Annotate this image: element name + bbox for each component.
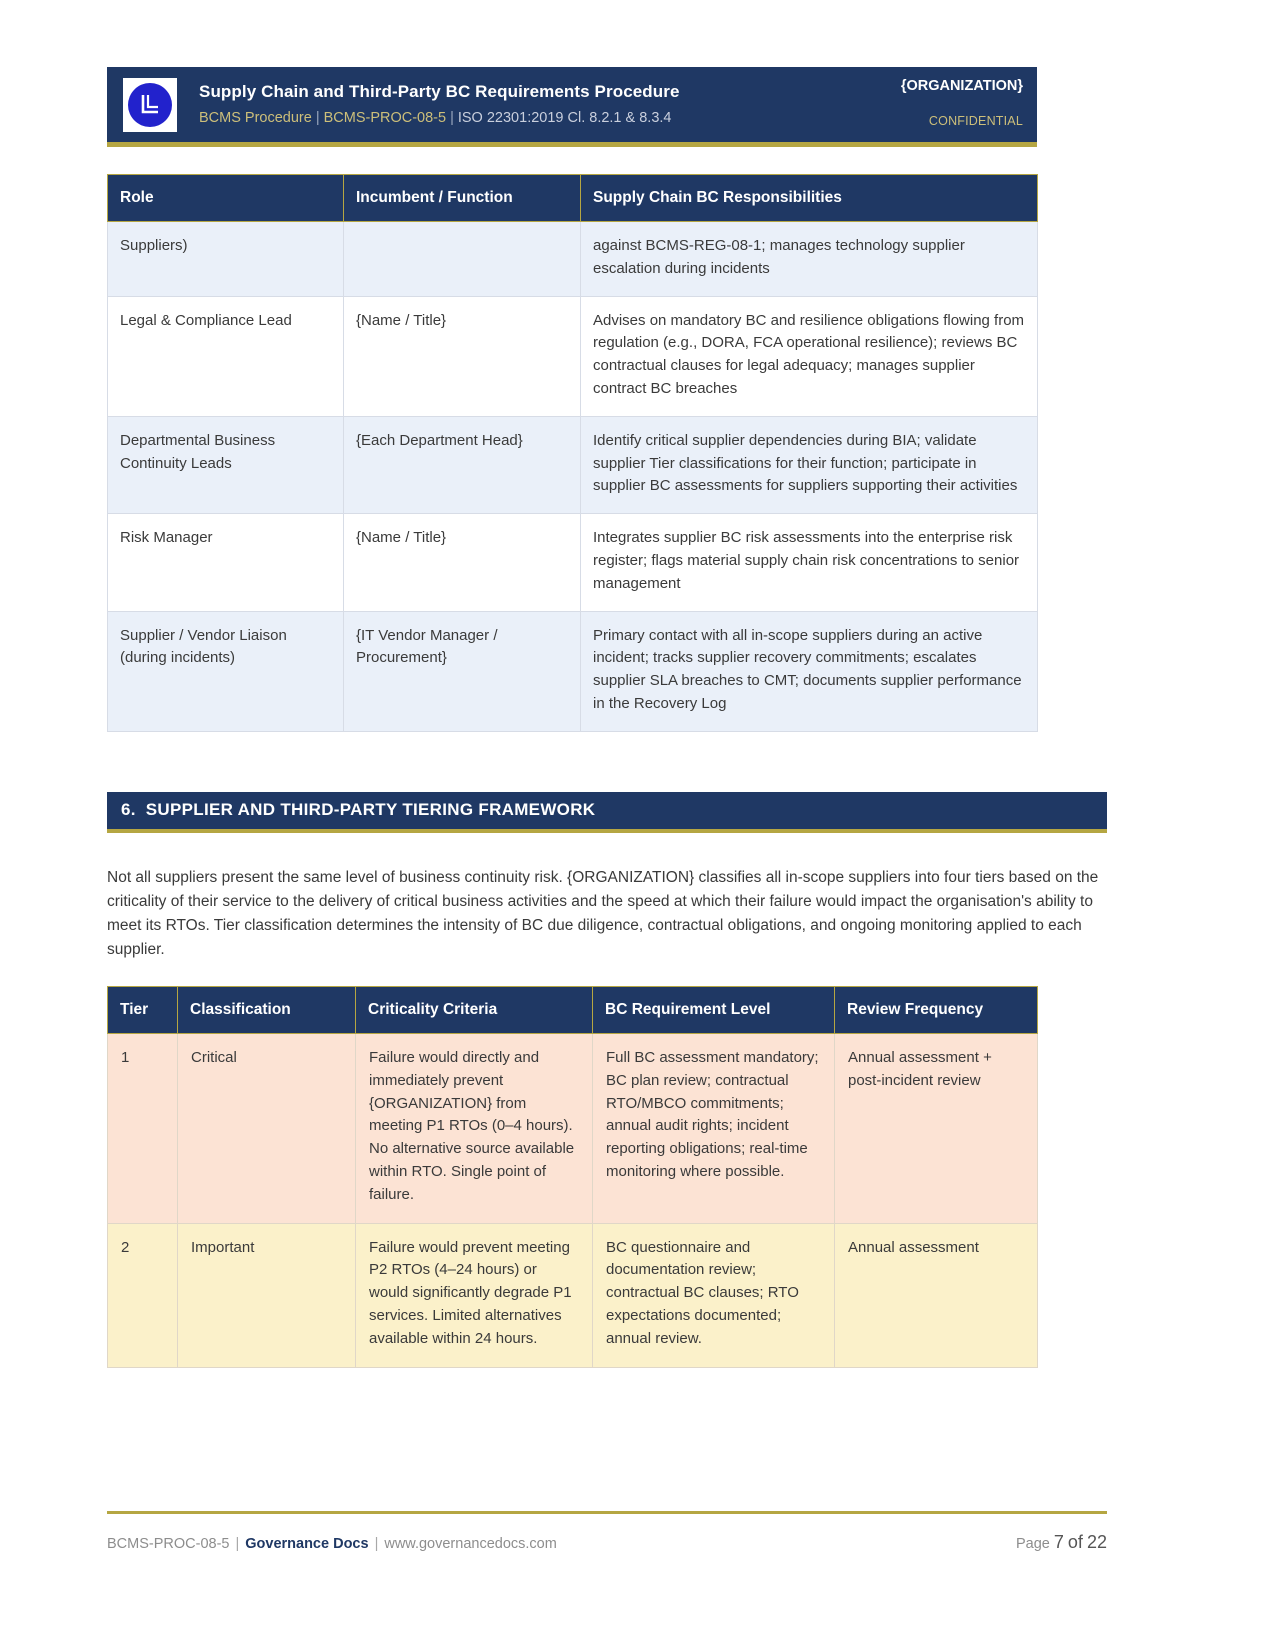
column-header-responsibilities: Supply Chain BC Responsibilities: [581, 175, 1038, 222]
document-subtitle: [199, 109, 873, 128]
supplier-tiering-table: [107, 986, 1038, 1368]
table-row: [108, 222, 1038, 297]
cell-bc-requirement-level: Full BC assessment mandatory; BC plan review; contractual RTO/MBCO commitments; annual audit rights; incident reporting obligations; real-time monitoring where possible.: [593, 1034, 835, 1224]
header-standard: ISO 22301:2019 Cl. 8.2.1 & 8.3.4: [457, 110, 672, 127]
cell-tier: 2: [108, 1223, 178, 1367]
column-header-role: Role: [108, 175, 344, 222]
organization-placeholder: {ORGANIZATION}: [900, 78, 1023, 94]
cell-incumbent: {Name / Title}: [344, 514, 581, 611]
table-header-row: [108, 987, 1038, 1034]
footer-page-indicator: [1016, 1532, 1107, 1553]
cell-responsibilities: against BCMS-REG-08-1; manages technology supplier escalation during incidents: [581, 222, 1038, 297]
table-header-row: [108, 175, 1038, 222]
cell-classification: Important: [178, 1223, 356, 1367]
roles-responsibilities-table: [107, 174, 1038, 732]
footer-sep-1: |: [235, 1536, 240, 1552]
footer-divider: [107, 1511, 1107, 1514]
cell-role: Supplier / Vendor Liaison (during incidents): [108, 611, 344, 731]
header-sep-1: |: [315, 110, 320, 127]
header-accent-bar: [107, 142, 1037, 147]
cell-role: Risk Manager: [108, 514, 344, 611]
column-header-bc-requirement-level: BC Requirement Level: [593, 987, 835, 1034]
column-header-incumbent: Incumbent / Function: [344, 175, 581, 222]
cell-review-frequency: Annual assessment: [835, 1223, 1038, 1367]
footer-brand-link[interactable]: Governance Docs: [245, 1536, 369, 1552]
table-row: [108, 611, 1038, 731]
table-row: [108, 1223, 1038, 1367]
header-text-block: [199, 81, 873, 128]
logo-box: [123, 78, 177, 132]
organization-logo-icon: [128, 83, 172, 127]
cell-tier: 1: [108, 1034, 178, 1224]
cell-responsibilities: Identify critical supplier dependencies during BIA; validate supplier Tier classifications for their function; participate in supplier BC assessments for suppliers supporting their activities: [581, 416, 1038, 513]
page-footer: [107, 1532, 1107, 1553]
cell-role: Legal & Compliance Lead: [108, 296, 344, 416]
table-row: [108, 416, 1038, 513]
footer-page-current: 7: [1053, 1532, 1064, 1552]
cell-role: Suppliers): [108, 222, 344, 297]
footer-left: [107, 1536, 557, 1552]
header-sep-2: |: [450, 110, 454, 127]
footer-page-label: Page: [1015, 1536, 1050, 1552]
cell-incumbent: {Each Department Head}: [344, 416, 581, 513]
section-title: SUPPLIER AND THIRD-PARTY TIERING FRAMEWORK: [145, 800, 596, 819]
document-header: [107, 67, 1037, 142]
cell-responsibilities: Advises on mandatory BC and resilience obligations flowing from regulation (e.g., DORA, FCA operational resilience); reviews BC contractual clauses for legal adequacy; manages supplier contract BC breaches: [581, 296, 1038, 416]
cell-criticality-criteria: Failure would directly and immediately prevent {ORGANIZATION} from meeting P1 RTOs (0–4 hours). No alternative source available within RTO. Single point of failure.: [356, 1034, 593, 1224]
header-doctype: BCMS Procedure: [199, 110, 312, 127]
footer-page-of: of: [1067, 1532, 1083, 1552]
header-right-block: [873, 67, 1023, 128]
footer-doc-code: BCMS-PROC-08-5: [107, 1536, 230, 1552]
cell-responsibilities: Integrates supplier BC risk assessments into the enterprise risk register; flags material supply chain risk concentrations to senior management: [581, 514, 1038, 611]
cell-incumbent: [344, 222, 581, 297]
cell-review-frequency: Annual assessment + post-incident review: [835, 1034, 1038, 1224]
footer-page-total: 22: [1086, 1532, 1107, 1552]
cell-incumbent: {IT Vendor Manager / Procurement}: [344, 611, 581, 731]
header-doccode: BCMS-PROC-08-5: [323, 110, 447, 127]
cell-role: Departmental Business Continuity Leads: [108, 416, 344, 513]
column-header-classification: Classification: [178, 987, 356, 1034]
table-row: [108, 1034, 1038, 1224]
table-row: [108, 514, 1038, 611]
table-row: [108, 296, 1038, 416]
section-heading: [107, 792, 1107, 833]
section-paragraph: Not all suppliers present the same level of business continuity risk. {ORGANIZATION} classifies all in-scope suppliers into four tiers based on the criticality of their service to the delivery of critical business activities and the speed at which their failure would impact the organisation's ability to meet its RTOs. Tier classification determines the intensity of BC due diligence, contractual obligations, and ongoing monitoring applied to each supplier.: [107, 868, 1099, 958]
cell-criticality-criteria: Failure would prevent meeting P2 RTOs (4–24 hours) or would significantly degrade P1 services. Limited alternatives available within 24 hours.: [356, 1223, 593, 1367]
confidentiality-label: CONFIDENTIAL: [928, 113, 1023, 128]
cell-responsibilities: Primary contact with all in-scope suppliers during an active incident; tracks supplier recovery commitments; escalates supplier SLA breaches to CMT; documents supplier performance in the Recovery Log: [581, 611, 1038, 731]
column-header-tier: Tier: [108, 987, 178, 1034]
column-header-criticality-criteria: Criticality Criteria: [356, 987, 593, 1034]
cell-bc-requirement-level: BC questionnaire and documentation review; contractual BC clauses; RTO expectations documented; annual review.: [593, 1223, 835, 1367]
section-number: 6.: [121, 800, 136, 819]
document-title: Supply Chain and Third-Party BC Requirements Procedure: [199, 82, 680, 102]
footer-website-link[interactable]: www.governancedocs.com: [384, 1536, 557, 1552]
column-header-review-frequency: Review Frequency: [835, 987, 1038, 1034]
footer-sep-2: |: [374, 1536, 379, 1552]
cell-classification: Critical: [178, 1034, 356, 1224]
cell-incumbent: {Name / Title}: [344, 296, 581, 416]
